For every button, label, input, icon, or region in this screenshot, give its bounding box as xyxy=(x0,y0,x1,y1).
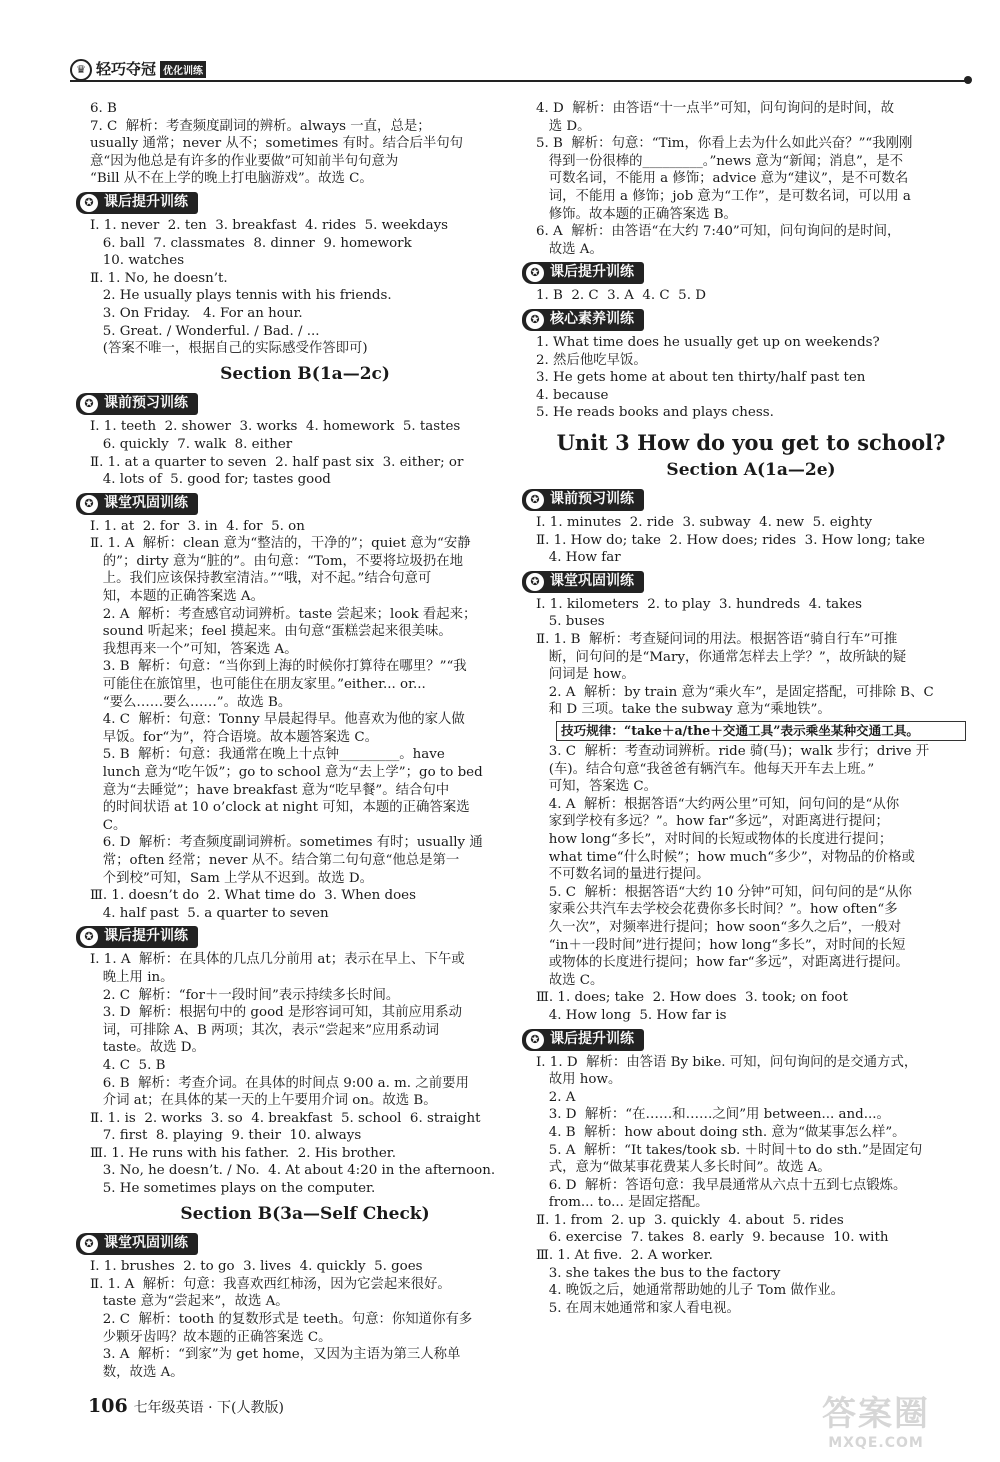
answer-line: 1. B 2. C 3. A 4. C 5. D xyxy=(536,288,706,304)
section-banner: ✪ 课后提升训练 xyxy=(522,262,644,284)
answer-line: 上。我们应该保持教室清洁。”“哦，对不起。”结合句意可 xyxy=(90,571,432,587)
answer-line: 可知，答案选 C。 xyxy=(536,779,658,795)
brand-logo xyxy=(70,58,206,81)
answer-line: 3. she takes the bus to the factory xyxy=(536,1265,781,1281)
answer-block xyxy=(536,334,966,422)
answer-line: 词，可排除 A、B 两项；其次，表示“尝起来”应用系动词 xyxy=(90,1022,440,1038)
section-title: Section B(3a—Self Check) xyxy=(180,1203,430,1224)
badge-icon: ✪ xyxy=(526,311,544,329)
header-rule-dot xyxy=(964,76,972,84)
answer-line: 3. B 解析：句意：“当你到上海的时候你打算待在哪里？”“我 xyxy=(90,659,467,675)
answer-block xyxy=(90,518,520,923)
answer-line: 6. B 解析：考查介词。在具体的时间点 9:00 a. m. 之前要用 xyxy=(90,1075,469,1091)
answer-line: 5. buses xyxy=(536,614,605,630)
answer-line: 久一次”，对频率进行提问；how soon“多久之后”，一般对 xyxy=(536,919,902,935)
watermark-url: MXQE.COM xyxy=(828,1435,924,1451)
answer-line: 词，不能用 a 修饰；job 意为“工作”，是可数名词，可以用 a xyxy=(536,188,911,204)
answer-block xyxy=(90,951,520,1197)
badge-icon: ✪ xyxy=(526,573,544,591)
answer-line: Ⅰ. 1. at 2. for 3. in 4. for 5. on xyxy=(90,518,305,534)
answer-line: 4. 晚饭之后，她通常帮助她的儿子 Tom 做作业。 xyxy=(536,1283,844,1299)
answer-line: 6. ball 7. classmates 8. dinner 9. homework xyxy=(90,235,412,251)
answer-line: 3. D 解析：根据句中的 good 是形容词可知，其前应用系动 xyxy=(90,1005,463,1021)
answer-line: 选 D。 xyxy=(536,118,591,134)
answer-line: Ⅲ. 1. At five. 2. A worker. xyxy=(536,1248,713,1264)
answer-line: 4. half past 5. a quarter to seven xyxy=(90,905,329,921)
watermark xyxy=(822,1386,930,1451)
answer-line: 5. B 解析：句意：“Tim，你看上去为什么如此兴奋？”“我刚刚 xyxy=(536,136,913,152)
answer-line: 3. A 解析：“到家”为 get home，又因为主语为第三人称单 xyxy=(90,1347,461,1363)
answer-block xyxy=(536,100,966,258)
answer-line: 知，本题的正确答案选 A。 xyxy=(90,589,264,605)
answer-line: 3. On Friday. 4. For an hour. xyxy=(90,305,303,321)
answer-line: Ⅱ. 1. from 2. up 3. quickly 4. about 5. rides xyxy=(536,1212,844,1228)
answer-line: 1. What time does he usually get up on weekends? xyxy=(536,334,880,350)
answer-line: 4. How long 5. How far is xyxy=(536,1007,727,1023)
section-banner: ✪ 课堂巩固训练 xyxy=(76,493,198,515)
answer-line: 4. B 解析：how about doing sth. 意为“做某事怎么样”。 xyxy=(536,1124,906,1140)
page-number: 106 xyxy=(88,1395,128,1417)
answer-line: 6. A 解析：由答语“在大约 7:40”可知，问句询问的是时间， xyxy=(536,224,901,240)
section-banner: ✪ 课前预习训练 xyxy=(522,489,644,511)
answer-line: 问词是 how。 xyxy=(536,667,635,683)
answer-line: 5. Great. / Wonderful. / Bad. / ... xyxy=(90,323,320,339)
answer-line: 故选 C。 xyxy=(536,972,604,988)
section-banner: ✪ 核心素养训练 xyxy=(522,309,644,331)
answer-line: 5. 在周末她通常和家人看电视。 xyxy=(536,1300,740,1316)
answer-line: 或物体的长度进行提问；how far“多远”，对距离进行提问。 xyxy=(536,955,909,971)
answer-line: 和 D 三项。take the subway 意为“乘地铁”。 xyxy=(536,702,831,718)
brand-name: 轻巧夺冠 xyxy=(96,60,157,78)
answer-line: 6. D 解析：答语句意：我早晨通常从六点十五到七点锻炼。 xyxy=(536,1177,907,1193)
answer-line: how long“多长”，对时间的长短或物体的长度进行提问； xyxy=(536,832,893,847)
page-footer xyxy=(88,1395,284,1417)
header-rule xyxy=(70,80,970,82)
tip-box: 技巧规律：“take＋a/the＋交通工具”表示乘坐某种交通工具。 xyxy=(556,721,966,741)
answer-line: 2. C 解析：tooth 的复数形式是 teeth。句意：你知道你有多 xyxy=(90,1312,473,1328)
answer-line: “要么……要么……”。故选 B。 xyxy=(90,694,292,710)
answer-line: 常；often 经常；never 从不。结合第二句句意“他总是第一 xyxy=(90,852,460,868)
answer-line: 2. A 解析：by train 意为“乘火车”，是固定搭配，可排除 B、C xyxy=(536,684,934,700)
answer-line: (答案不唯一，根据自己的实际感受作答即可) xyxy=(90,341,368,357)
answer-line: 家乘公共汽车去学校会花费你多长时间？”。how often“多 xyxy=(536,902,898,918)
answer-line: 5. He reads books and plays chess. xyxy=(536,405,774,421)
answer-line: sound 听起来；feel 摸起来。由句意“蛋糕尝起来很美味。 xyxy=(90,624,452,640)
badge-icon: ✪ xyxy=(80,395,98,413)
answer-line: 7. first 8. playing 9. their 10. always xyxy=(90,1128,362,1144)
answer-line: 可数名词，不能用 a 修饰；advice 意为“建议”，是不可数名 xyxy=(536,171,909,187)
answer-line: Ⅲ. 1. He runs with his father. 2. His brother. xyxy=(90,1145,396,1161)
answer-line: 少颗牙齿吗？故本题的正确答案选 C。 xyxy=(90,1329,332,1345)
section-title: Section A(1a—2e) xyxy=(666,459,836,480)
answer-line: Ⅱ. 1. A 解析：clean 意为“整洁的，干净的”；quiet 意为“安静 xyxy=(90,536,471,552)
section-banner: ✪ 课堂巩固训练 xyxy=(522,571,644,593)
answer-line: 4. because xyxy=(536,387,609,403)
answer-line: Ⅰ. 1. kilometers 2. to play 3. hundreds 4. takes xyxy=(536,596,863,612)
badge-icon: ✪ xyxy=(526,491,544,509)
badge-icon: ✪ xyxy=(80,495,98,513)
answer-line: 故用 how。 xyxy=(536,1072,622,1088)
right-column xyxy=(530,100,966,1317)
answer-line: 4. lots of 5. good for; tastes good xyxy=(90,472,331,488)
answer-line: 式，意为“做某事花费某人多长时间”。故选 A。 xyxy=(536,1160,831,1176)
answer-line: taste。故选 D。 xyxy=(90,1040,205,1056)
answer-block xyxy=(536,514,966,567)
crown-icon: ♛ xyxy=(70,59,92,81)
answer-line: Ⅰ. 1. teeth 2. shower 3. works 4. homework 5. tastes xyxy=(90,419,461,435)
answer-line: 个到校”可知，Sam 上学从不迟到。故选 D。 xyxy=(90,870,373,886)
section-title: Section B(1a—2c) xyxy=(220,363,390,384)
answer-line: Ⅱ. 1. No, he doesn’t. xyxy=(90,270,228,286)
answer-line: 4. A 解析：根据答语“大约两公里”可知，问句问的是“从你 xyxy=(536,796,900,812)
section-banner: ✪ 课堂巩固训练 xyxy=(76,1233,198,1255)
answer-line: 3. C 解析：考查动词辨析。ride 骑(马)；walk 步行；drive 开 xyxy=(536,744,930,760)
answer-line: what time“什么时候”；how much“多少”，对物品的价格或 xyxy=(536,849,915,865)
answer-line: 2. A xyxy=(536,1089,576,1105)
answer-line: 7. C 解析：考查频度副词的辨析。always 一直，总是； xyxy=(90,118,431,134)
answer-line: 5. C 解析：根据答语“大约 10 分钟”可知，问句问的是“从你 xyxy=(536,884,912,900)
answer-line: 6. exercise 7. takes 8. early 9. because 10. with xyxy=(536,1230,889,1246)
answer-line: “in＋一段时间”进行提问；how long“多长”，对时间的长短 xyxy=(536,937,906,953)
section-banner: ✪ 课后提升训练 xyxy=(76,926,198,948)
answer-line: Ⅱ. 1. at a quarter to seven 2. half past six 3. either; or xyxy=(90,454,464,470)
answer-block xyxy=(536,1054,966,1318)
watermark-text: 答案圈 xyxy=(822,1394,930,1434)
answer-line: 4. D 解析：由答语“十一点半”可知，问句询问的是时间，故 xyxy=(536,101,894,116)
answer-line: 不可数名词的量进行提问。 xyxy=(536,867,710,883)
answer-line: 4. How far xyxy=(536,550,621,566)
answer-line: 2. 然后他吃早饭。 xyxy=(536,352,647,368)
answer-line: 家到学校有多远？”。how far“多远”，对距离进行提问； xyxy=(536,814,889,830)
answer-line: Ⅰ. 1. brushes 2. to go 3. lives 4. quickly 5. goes xyxy=(90,1259,423,1275)
answer-line: Ⅰ. 1. A 解析：在具体的几点几分前用 at；表示在早上、下午或 xyxy=(90,952,465,968)
answer-line: Ⅰ. 1. never 2. ten 3. breakfast 4. rides 5. weekdays xyxy=(90,217,449,233)
answer-block xyxy=(536,596,966,719)
answer-line: 3. He gets home at about ten thirty/half past ten xyxy=(536,370,866,386)
answer-block xyxy=(536,743,966,1025)
answer-line: 4. C 5. B xyxy=(90,1057,166,1073)
answer-line: 故选 A。 xyxy=(536,241,603,257)
section-banner: ✪ 课后提升训练 xyxy=(522,1029,644,1051)
answer-block xyxy=(90,418,520,488)
answer-line: 介词 at；在具体的某一天的上午要用介词 on。故选 B。 xyxy=(90,1093,437,1109)
answer-line: 的”；dirty 意为“脏的”。由句意：“Tom，不要将垃圾扔在地 xyxy=(90,553,464,569)
book-title: 七年级英语 · 下(人教版) xyxy=(133,1400,284,1416)
answer-line: 4. C 解析：句意：Tonny 早晨起得早。他喜欢为他的家人做 xyxy=(90,712,465,728)
answer-line: 2. C 解析：“for＋一段时间”表示持续多长时间。 xyxy=(90,987,400,1003)
answer-line: 6. D 解析：考查频度副词辨析。sometimes 有时；usually 通 xyxy=(90,835,483,851)
answer-line: 10. watches xyxy=(90,253,185,269)
answer-line: 早饭。for“为”，符合语境。故本题答案选 C。 xyxy=(90,729,379,745)
answer-line: 6. quickly 7. walk 8. either xyxy=(90,436,293,452)
badge-icon: ✪ xyxy=(80,194,98,212)
answer-line: “Bill 从不在上学的晚上打电脑游戏”。故选 C。 xyxy=(90,171,373,187)
answer-block xyxy=(90,1258,520,1381)
answer-line: 晚上用 in。 xyxy=(90,969,174,985)
badge-icon: ✪ xyxy=(526,264,544,282)
answer-line: 2. A 解析：考查感官动词辨析。taste 尝起来；look 看起来； xyxy=(90,606,477,622)
answer-line: 意“因为他总是有许多的作业要做”可知前半句句意为 xyxy=(90,153,399,169)
answer-line: Ⅱ. 1. How do; take 2. How does; rides 3. How long; take xyxy=(536,532,925,548)
badge-icon: ✪ xyxy=(80,1235,98,1253)
answer-line: (车)。结合句意“我爸爸有辆汽车。他每天开车去上班。” xyxy=(536,761,875,777)
answer-line: Ⅱ. 1. is 2. works 3. so 4. breakfast 5. school 6. straight xyxy=(90,1110,481,1126)
answer-line: Ⅰ. 1. D 解析：由答语 By bike. 可知，问句询问的是交通方式， xyxy=(536,1054,918,1070)
answer-line: 得到一份很棒的_________。”news 意为“新闻；消息”，是不 xyxy=(536,153,904,169)
answer-line: 3. No, he doesn’t. / No. 4. At about 4:20 in the afternoon. xyxy=(90,1163,496,1179)
answer-line: 断，问句问的是“Mary，你通常怎样去上学？”，故所缺的疑 xyxy=(536,649,907,665)
answer-line: Ⅲ. 1. doesn’t do 2. What time do 3. When does xyxy=(90,888,416,904)
answer-line: C。 xyxy=(90,817,127,833)
answer-line: Ⅰ. 1. minutes 2. ride 3. subway 4. new 5. eighty xyxy=(536,515,873,531)
answer-line: 意为“去睡觉”；have breakfast 意为“吃早餐”。结合句中 xyxy=(90,782,450,798)
brand-subtitle: 优化训练 xyxy=(160,61,206,78)
section-banner: ✪ 课后提升训练 xyxy=(76,192,198,214)
answer-line: 修饰。故本题的正确答案选 B。 xyxy=(536,206,737,222)
badge-icon: ✪ xyxy=(80,928,98,946)
unit-title: Unit 3 How do you get to school? xyxy=(556,429,946,455)
answer-line: from... to... 是固定搭配。 xyxy=(536,1195,709,1211)
answer-line: 6. B xyxy=(90,101,117,116)
section-banner: ✪ 课前预习训练 xyxy=(76,393,198,415)
answer-line: usually 通常；never 从不；sometimes 有时。结合后半句句 xyxy=(90,136,464,152)
answer-line: Ⅲ. 1. does; take 2. How does 3. took; on foot xyxy=(536,990,848,1006)
answer-line: 可能住在旅馆里，也可能住在朋友家里。”either... or... xyxy=(90,677,426,693)
answer-line: 的时间状语 at 10 o’clock at night 可知，本题的正确答案选 xyxy=(90,800,470,816)
answer-line: 数，故选 A。 xyxy=(90,1364,184,1380)
answer-line: 我想再来一个”可知，答案选 A。 xyxy=(90,641,298,657)
answer-line: Ⅱ. 1. B 解析：考查疑问词的用法。根据答语“骑自行车”可推 xyxy=(536,632,898,648)
answer-line: lunch 意为“吃午饭”；go to school 意为“去上学”；go to bed xyxy=(90,765,483,780)
answer-line: Ⅱ. 1. A 解析：句意：我喜欢西红柿汤，因为它尝起来很好。 xyxy=(90,1276,451,1292)
answer-block xyxy=(536,287,966,305)
answer-line: 5. He sometimes plays on the computer. xyxy=(90,1181,376,1197)
answer-line: 2. He usually plays tennis with his friends. xyxy=(90,288,392,304)
answer-line: 5. A 解析：“It takes/took sb. ＋时间＋to do sth.”是固定句 xyxy=(536,1142,923,1158)
left-column xyxy=(84,100,520,1381)
answer-line: 5. B 解析：句意：我通常在晚上十点钟_________。have xyxy=(90,747,445,763)
answer-block xyxy=(90,100,520,188)
answer-line: 3. D 解析：“在……和……之间”用 between... and...。 xyxy=(536,1107,890,1123)
badge-icon: ✪ xyxy=(526,1031,544,1049)
answer-line: taste 意为“尝起来”，故选 A。 xyxy=(90,1294,289,1310)
answer-block xyxy=(90,217,520,358)
